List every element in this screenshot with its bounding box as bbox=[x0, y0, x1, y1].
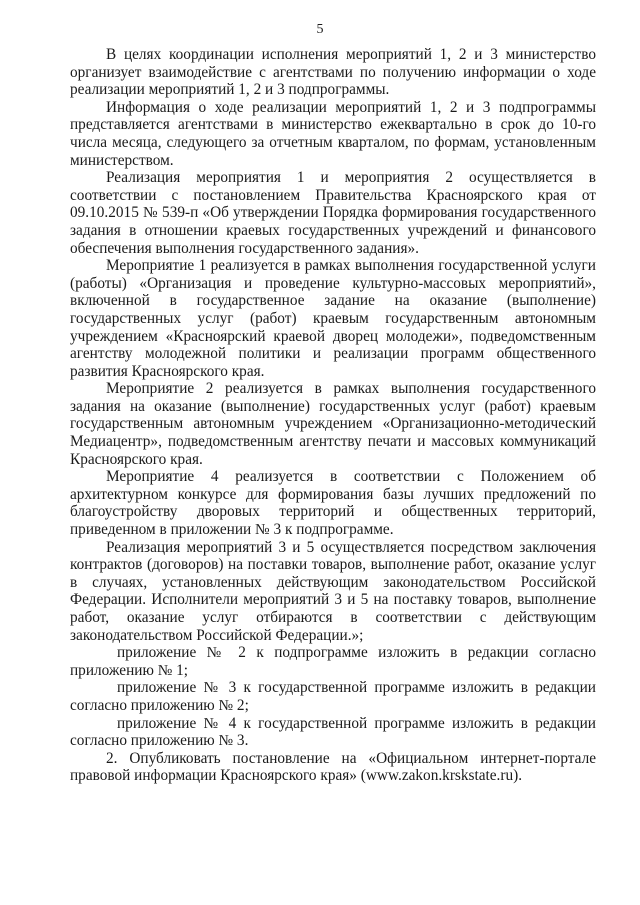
paragraph-measures-3-5: Реализация мероприятий 3 и 5 осуществляется посредством заключения контрактов (договоров) на поставки товаров, выполнение работ, оказание услуг в случаях, установленных действующим законодательством Российской Федерации. Исполнители мероприятий 3 и 5 на поставку товаров, выполнение работ, оказание услуг отбираются в соответствии с действующим законодательством Российской Федерации.»; bbox=[70, 538, 596, 644]
paragraph-implementation-1-2: Реализация мероприятия 1 и мероприятия 2 осуществляется в соответствии с постановлением Правительства Красноярского края от 09.10.2015 № 539-п «Об утверждении Порядка формирования государственного задания в отношении краевых государственных учреждений и финансового обеспечения выполнения государственного задания». bbox=[70, 169, 596, 257]
paragraph-measure-1: Мероприятие 1 реализуется в рамках выполнения государственной услуги (работы) «Организация и проведение культурно-массовых мероприятий», включенной в государственное задание на оказание (выполнение) государственных услуг (работ) краевым государственным автономным учреждением «Красноярский краевой дворец молодежи», подведомственным агентству молодежной политики и реализации программ общественного развития Красноярского края. bbox=[70, 257, 596, 380]
paragraph-appendix-2: приложение № 2 к подпрограмме изложить в редакции согласно приложению № 1; bbox=[70, 644, 596, 679]
paragraph-measure-2: Мероприятие 2 реализуется в рамках выполнения государственного задания на оказание (выполнение) государственных услуг (работ) краевым государственным автономным учреждением «Организационно-методический Медиацентр», подведомственным агентству печати и массовых коммуникаций Красноярского края. bbox=[70, 380, 596, 468]
paragraph-measure-4: Мероприятие 4 реализуется в соответствии с Положением об архитектурном конкурсе для формирования базы лучших предложений по благоустройству дворовых территорий и общественных территорий, приведенном в приложении № 3 к подпрограмме. bbox=[70, 468, 596, 539]
paragraph-appendix-3: приложение № 3 к государственной программе изложить в редакции согласно приложению № 2; bbox=[70, 679, 596, 714]
paragraph-publish: 2. Опубликовать постановление на «Официальном интернет-портале правовой информации Красноярского края» (www.zakon.krskstate.ru). bbox=[70, 749, 596, 785]
page-number: 5 bbox=[316, 22, 324, 37]
document-body bbox=[70, 46, 596, 785]
paragraph-reporting: Информация о ходе реализации мероприятий 1, 2 и 3 подпрограммы представляется агентствами в министерство ежеквартально в срок до 10-го числа месяца, следующего за отчетным кварталом, по формам, установленным министерством. bbox=[70, 98, 596, 169]
paragraph-appendix-4: приложение № 4 к государственной программе изложить в редакции согласно приложению № 3. bbox=[70, 714, 596, 750]
paragraph-coordination: В целях координации исполнения мероприятий 1, 2 и 3 министерство организует взаимодействие с агентствами по получению информации о ходе реализации мероприятий 1, 2 и 3 подпрограммы. bbox=[70, 46, 596, 99]
